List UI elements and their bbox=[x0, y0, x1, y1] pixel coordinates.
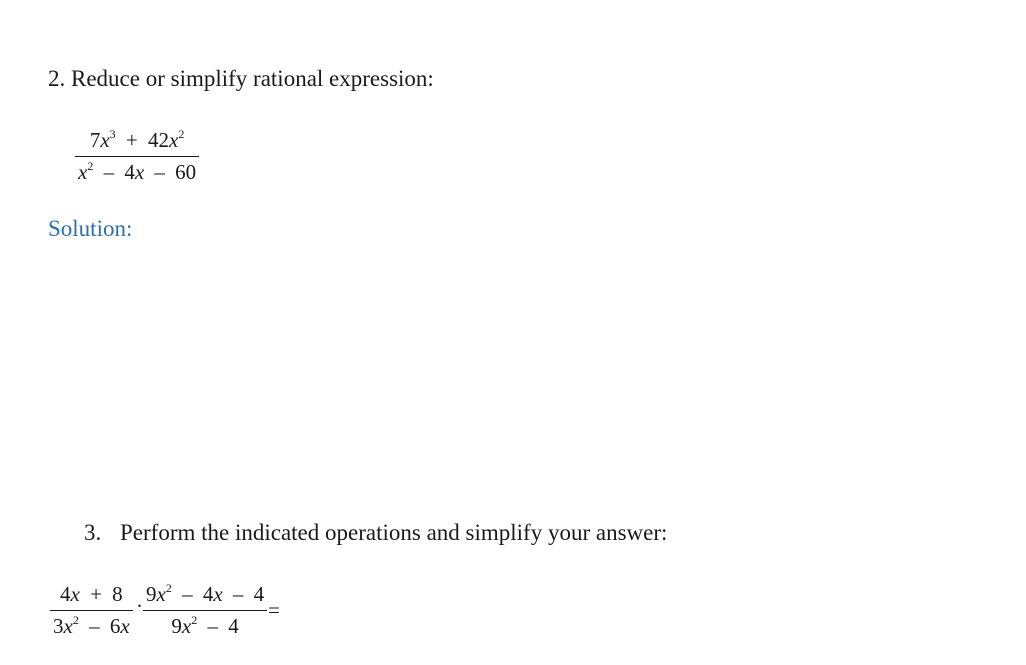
problem-3-fraction-2 bbox=[143, 581, 267, 638]
fraction-2-numerator: $9x^2 - 4x - 4$ bbox=[146, 581, 265, 606]
problem-2-expression bbox=[75, 127, 199, 184]
solution-label: Solution: bbox=[48, 216, 133, 241]
fraction-bar bbox=[75, 156, 199, 157]
problem-3-text: Perform the indicated operations and simplify your answer: bbox=[120, 520, 668, 545]
problem-3-fraction-1 bbox=[50, 584, 133, 637]
problem-2-numerator: $7x^3 + 42x^2$ bbox=[89, 127, 185, 152]
problem-2-title: 2. Reduce or simplify rational expression: bbox=[48, 66, 434, 91]
equals-sign: = bbox=[268, 598, 280, 622]
fraction-bar bbox=[50, 610, 133, 611]
multiply-dot: · bbox=[136, 594, 143, 618]
problem-2-denominator: $x^2 - 4x - 60$ bbox=[78, 159, 197, 184]
fraction-1-denominator: $3x^2 - 6x$ bbox=[53, 613, 130, 638]
problem-3-title bbox=[84, 520, 667, 546]
fraction-1-numerator: 4x + 8 bbox=[59, 582, 123, 606]
problem-3-number: 3. bbox=[84, 520, 102, 545]
fraction-bar bbox=[143, 610, 267, 611]
fraction-2-denominator: $9x^2 - 4$ bbox=[171, 613, 239, 638]
